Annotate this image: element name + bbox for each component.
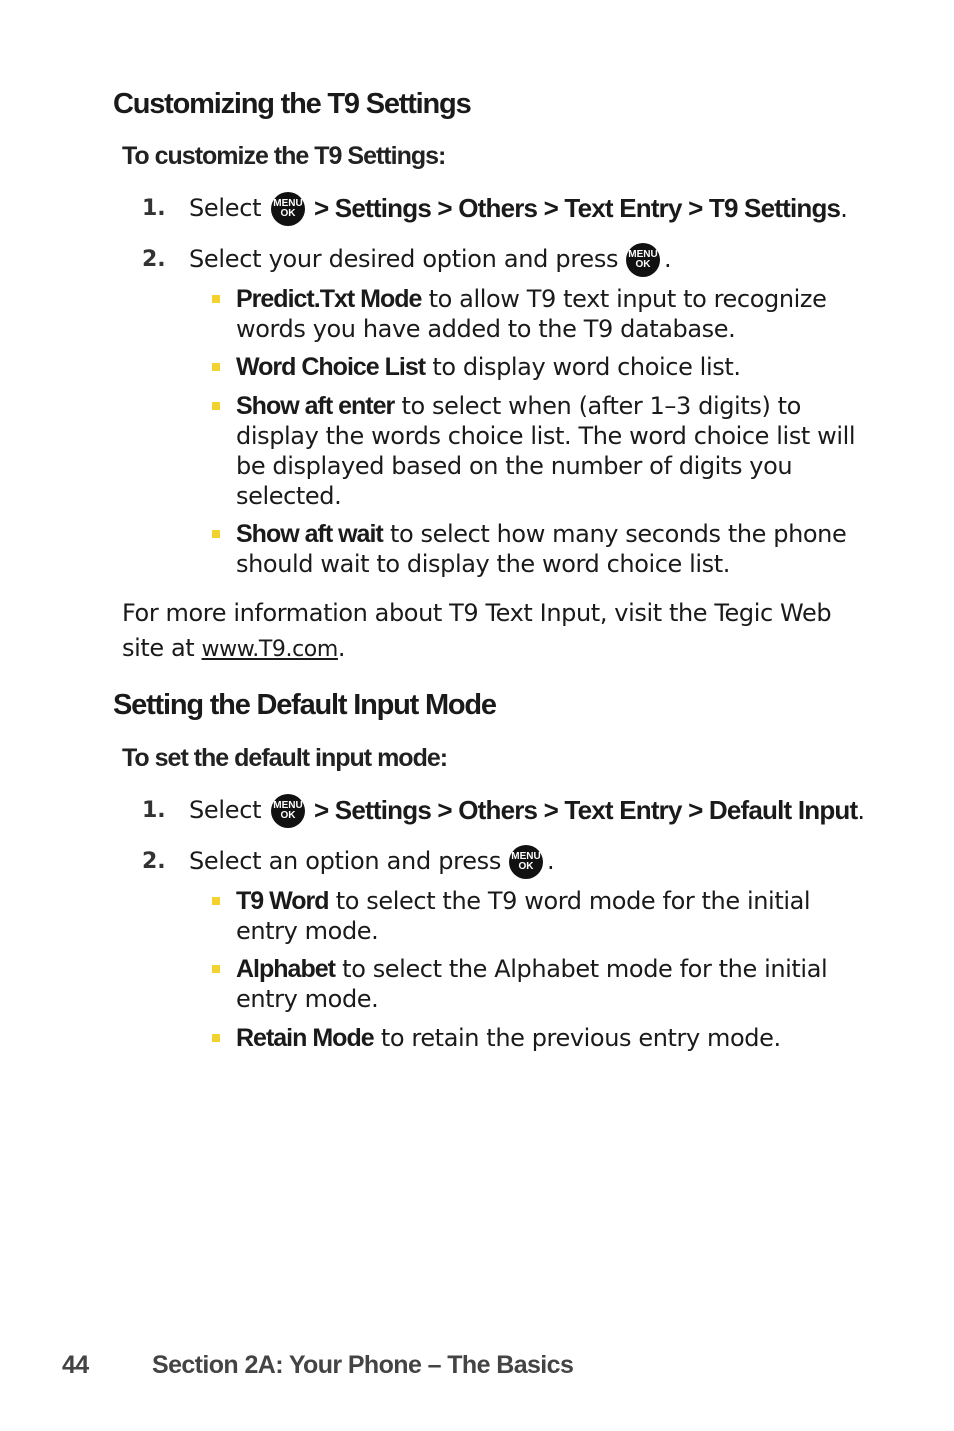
subheading-customize-t9: To customize the T9 Settings: (122, 142, 446, 170)
step-number: 1. (142, 196, 166, 221)
bullet-square-icon (212, 965, 220, 973)
period: . (840, 195, 848, 223)
bullet-item (236, 284, 876, 344)
period: . (337, 634, 346, 662)
step-number: 1. (142, 798, 166, 823)
step-instruction-text: Select your desired option and press (189, 245, 619, 273)
period: . (664, 245, 672, 273)
bullet-item (236, 886, 876, 946)
section-heading-t9-settings: Customizing the T9 Settings (113, 88, 471, 120)
bullet-description: to select when (after 1–3 digits) to display the words choice list. The word choice list will be displayed based on the number of digits you selected. (236, 392, 856, 510)
bullet-description: to allow T9 text input to recognize words you have added to the T9 database. (236, 285, 827, 343)
step-number: 2. (142, 849, 166, 874)
step-select-text: Select (189, 796, 262, 824)
bullet-description: to display word choice list. (425, 353, 741, 381)
bullet-square-icon (212, 363, 220, 371)
footer-section-title: Section 2A: Your Phone – The Basics (152, 1351, 574, 1379)
bullet-term: T9 Word (236, 887, 329, 915)
step-instruction-text: Select an option and press (189, 847, 502, 875)
menu-path-text: > Settings > Others > Text Entry > Default Input (314, 795, 858, 825)
section-heading-default-input: Setting the Default Input Mode (113, 689, 496, 721)
bullet-term: Word Choice List (236, 353, 426, 381)
bullet-square-icon (212, 295, 220, 303)
subheading-set-default-input: To set the default input mode: (122, 744, 448, 772)
bullet-term: Show aft enter (236, 392, 395, 420)
step-select-text: Select (189, 194, 262, 222)
bullet-description: to select how many seconds the phone should wait to display the word choice list. (236, 520, 847, 578)
page-number: 44 (62, 1351, 89, 1379)
menu-path (314, 795, 865, 826)
menu-ok-key-icon: MENU OK (626, 243, 660, 277)
bullet-term: Show aft wait (236, 520, 383, 548)
bullet-item (236, 352, 876, 382)
bullet-term: Alphabet (236, 955, 335, 983)
menu-ok-key-icon: MENU OK (271, 794, 305, 828)
bullet-square-icon (212, 402, 220, 410)
menu-path-text: > Settings > Others > Text Entry > T9 Settings (314, 193, 841, 223)
step-number: 2. (142, 247, 166, 272)
bullet-description: to select the Alphabet mode for the initial entry mode. (236, 955, 828, 1013)
bullet-item (236, 1023, 876, 1053)
info-text: For more information about T9 Text Input, visit the Tegic Web site at (122, 599, 832, 662)
bullet-term: Retain Mode (236, 1024, 374, 1052)
period: . (857, 797, 865, 825)
period: . (547, 847, 555, 875)
bullet-term: Predict.Txt Mode (236, 285, 422, 313)
info-paragraph (122, 596, 862, 667)
menu-path (314, 193, 848, 224)
bullet-description: to retain the previous entry mode. (373, 1024, 781, 1052)
bullet-square-icon (212, 897, 220, 905)
bullet-square-icon (212, 530, 220, 538)
bullet-item (236, 954, 876, 1014)
bullet-item (236, 391, 876, 511)
t9-website-link[interactable]: www.T9.com (201, 637, 338, 662)
bullet-item (236, 519, 896, 579)
menu-ok-key-icon: MENU OK (271, 192, 305, 226)
bullet-description: to select the T9 word mode for the initial entry mode. (236, 887, 811, 945)
menu-ok-key-icon: MENU OK (509, 845, 543, 879)
bullet-square-icon (212, 1034, 220, 1042)
